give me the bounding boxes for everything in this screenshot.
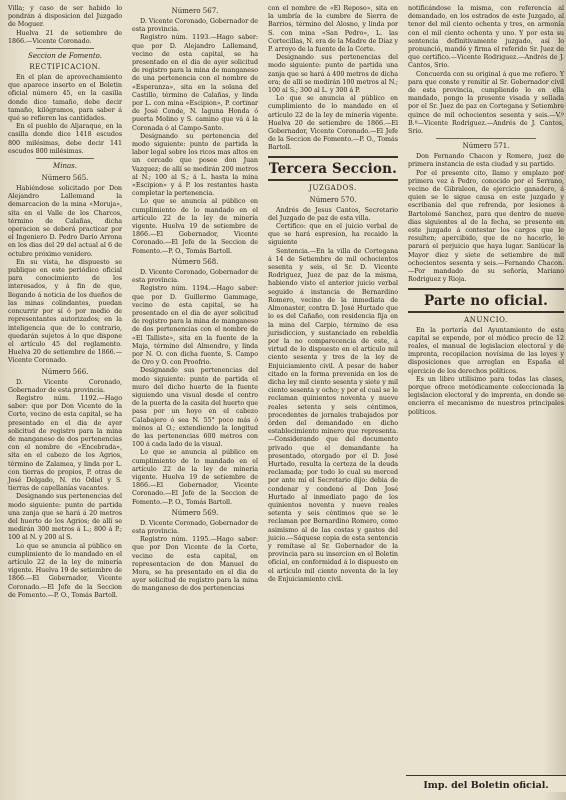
paragraph: En la portería del Ayuntamiento de esta capital se expende, por el módico precio de 12 reales, el manual de legislacion electoral y de imprenta, recopilacion novísima de las leyes y disposiciones que arreglan en España el ejercicio de los derechos políticos. — [408, 325, 564, 375]
paragraph: Registro núm. 1194.—Hago saber: que por D. Guillermo Gammage, vecino de esta capital, se ha presentado en el dia de ayer solicitud de registro para la mina de manganeso de dos pertenencias con el nombre de «El Talliste», sita en la fuente de la Maja, término del Almendro, y linda por N. O. con dicha fuente, S. Campo de Oro y O. con Proofrio. — [132, 284, 258, 367]
divider — [36, 158, 94, 159]
tercera-seccion-title: Tercera Seccion. — [268, 160, 398, 177]
paragraph: Habiéndose solicitado por Don Alejandro Lallemand la demarcacion de la mina «Moruja», sita en el Valle de los Charcos, término de Calañas, dicha operacion se deberá practicar por el Ingeniero D. Pedro Darío Arrona en los dias del 29 del actual al 6 de octubre próximo venidero. — [8, 184, 122, 258]
column-1 — [6, 4, 124, 796]
paragraph: En el plan de aprovechamiento que aparece inserto en el Boletin oficial número 45, en la casilla donde dice tamaño, debe decir tamaño, kilógramos, para saber á qué se refieren las cantidades. — [8, 73, 122, 123]
notice-number: Número 566. — [41, 367, 89, 376]
rectificacion-heading: RECTIFICACION. — [29, 63, 101, 72]
notice-signer: D. Vicente Coronado, Gobernador de esta provincia. — [8, 377, 122, 394]
paragraph: Designando sus pertenencias del modo siguiente: punto de partida el muro del dicho huerto de la fuente siguiendo una visual desde el centro de la puerta de la casita del huerto que pasa por un hoyo en el cabezo Calabajero ó sea N. 55° poco más ó ménos al O.; extendiendo la longitud de las pertenencias 600 metros con 100 á cada lado de la visual. — [132, 366, 258, 449]
paragraph: Lo que se anuncia al público en cumplimiento de lo mandado en el artículo 22 de la ley de minería vigente. Huelva 19 de setiembre de 1866.—El Gobernador, Vicente Coronado.—El Jefe de la Seccion de Fomento.—P. O., Tomás Bartoll. — [8, 541, 122, 599]
imprint-footer: Imp. del Boletin oficial. — [406, 775, 566, 792]
paragraph: Registro núm. 1193.—Hago saber: que por D. Alejandro Lallemand, vecino de esta capital, se ha presentado en el dia de ayer solicitud de registro para la mina de manganeso de una pertenencia con el nombre de «Esperanza», sita en la solana del Castillo, término de Calañas, y linda por L. con mina «Escipion», P. cortinar de José Conde, N. laguna Honda ó puerta Molino y S. camino que vá á la Coronada ó al Campo-Santo. — [132, 33, 258, 132]
paragraph: Huelva 21 de setiembre de 1866.—Vicente Coronado. — [8, 28, 122, 45]
notice-signer: D. Vicente Coronado, Gobernador de esta provincia. — [132, 17, 258, 34]
section-banner — [268, 156, 398, 181]
paragraph: Concuerda con su original á que me refiero. Y para que conste y remitir al Sr. Gobernador civil de esta provincia, cumpliendo lo en ella mandado, pongo la presente visada y sellada por el Sr. Juez de paz en Cortegana y Setiembre quince de mil ochocientos sesenta y seis.—V.º B.º—Vicente Rodriguez.—Andrés de J. Cantos, Srio. — [408, 69, 564, 136]
column-2 — [130, 4, 260, 796]
notice-signer: D. Vicente Coronado, Gobernador de esta provincia. — [132, 267, 258, 285]
paragraph: Lo que se anuncia al público en cumplimiento de lo mandado en el artículo 22 de la ley de minería vigente. Huelva 20 de setiembre de 1866.—El Gobernador, Vicente Coronado.—El Jefe de la Seccion de Fomento.—P. O., Tomás Bartoll. — [268, 94, 398, 152]
minas-heading: Minas. — [53, 162, 77, 171]
divider — [436, 138, 536, 139]
notice-number: Número 567. — [171, 7, 219, 15]
notice-number: Número 569. — [171, 508, 219, 517]
paragraph: En el pueblo de Aljaraque, en la casilla donde dice 1418 escudos 800 milésimas, debe decir 141 escudos 800 milésimas. — [8, 122, 122, 155]
notice-number: Número 570. — [309, 195, 357, 204]
paragraph: Designando sus pertenencias del modo siguiente: punto de partida una zanja que se hará á 20 metros del huerto de los Agrios; de allí se medirán 300 metros á L.; 800 á P.; 100 al N. y 200 al S. — [8, 492, 122, 542]
paragraph: Por el presente cito, llamo y emplazo por primera vez á Pedro, conocido por el Serrano, vecino de Gibraleon, de ejercicio ganadero, á quien se le sigue causa en este juzgado y escribanía del que refrenda, por lesiones á Bartolomé Sanchez, para que dentro de nueve dias siguientes al de la fecha, se presente en este juzgado á contestar los cargos que le resulten; apercibido, que de no hacerlo, le parará el perjuicio que haya lugar. Sanlúcar la Mayor diez y siete de setiembre de mil ochocientos sesenta y seis.—Fernando Chacon.—Por mandado de su señoría, Mariano Rodriguez y Rioja. — [408, 168, 564, 284]
paragraph: Designando sus pertenencias del modo siguiente: punto de partida una zanja que se hará á 400 metros de dicha era; de allí se medirán 100 metros al N.; 100 al S.; 300 al L. y 300 á P. — [268, 53, 398, 95]
notice-signer: Don Fernando Chacon y Romero, juez de primera instancia de esta ciudad y su partido. — [408, 152, 564, 169]
anuncio-heading: ANUNCIO. — [464, 315, 508, 324]
paragraph: En su vista, he dispuesto se publique en este periódico oficial para conocimiento de los interesados, y á fin de que, llegando á noticia de los dueños de las minas colindantes, puedan concurrir por sí ó por medio de representantes autorizados; en la inteligencia que de lo contrario, quedarán sujetos á lo que dispone el artículo 45 del reglamento. Huelva 20 de setiembre de 1866.—Vicente Coronado. — [8, 257, 122, 365]
parte-no-oficial-title: Parte no oficial. — [424, 292, 548, 309]
section-heading: Seccion de Fomento. — [28, 52, 102, 61]
divider — [36, 48, 94, 49]
notice-number: Número 571. — [462, 142, 510, 151]
notice-signer: Andrés de Jesus Cantos, Secretario del Juzgado de paz de esta villa. — [268, 205, 398, 222]
paragraph: Registro núm. 1195.—Hago saber: que por Don Vicente de la Corte, vecino de esta capital, en representacion de don Manuel de Mora, se ha presentado en el dia de ayer solicitud de registro para la mina de manganeso de dos pertenencias — [132, 535, 258, 593]
paragraph: Es un libro utilísimo para todas las clases, porque ofrece metódicamente coleccionada la legislacion electoral y de imprenta, en donde se encierra el mecanismo de nuestros principales políticos. — [408, 374, 564, 416]
column-3 — [266, 4, 400, 796]
paragraph: Designando su pertenencia del modo siguiente: punto de partida la labor legal sobre los ricos mas altos en un cercado que posee don Juan Vazquez; de allí se medirán 200 metros al N.; 100 al S.; á L. hasta la mina «Escipion» y á P. los restantes hasta completar la pertenencia. — [132, 131, 258, 198]
paragraph: notificándose la misma, con referencia al demandado, en los estrados de este Juzgado, al tenor del mil ciento ochenta y tres, en armonía con el mil ciento ochenta y uno. Y por esta su sentencia definitivamente juzgado, así lo pronunció, mandó y firma el referido Sr. Juez de que certifico.—Vicente Rodriguez.—Andrés de J. Cantos, Srio. — [408, 4, 564, 70]
paragraph: con el nombre de «El Reposo», sita en la umbría de la cumbre de Sierra de Barrios, término del Alosno, y linda por S. con mina «San Pedro», L. las Cortecillas, N. era de la Madre de Díaz y P. arroyo de la fuente de la Corte. — [268, 4, 398, 54]
notice-number: Número 565. — [41, 174, 89, 183]
paragraph: Sentencia.—En la villa de Cortegana á 14 de Setiembre de mil ochocientos sesenta y seis, el Sr. D. Vicente Rodriguez, Juez de paz de la misma, habiendo visto el anterior juicio verbal seguido á instancia de Bernardino Romero, vecino de la inmediata de Almonaster, contra D. José Hurtado que lo es del Cañaño, con residencia fija en la mina del Carpio, término de esa jurisdiccion, y sustanciado en rebeldía por la no comparecencia de este, á virtud de lo dispuesto en el artículo mil ciento sesenta y tres de la ley de Enjuiciamiento civil. Á pesar de haber citado en la forma prevenida en los de dicha ley mil ciento sesenta y siete y mil ciento sesenta y ocho; y por el cual se le reclaman quinientos noventa y nueve reales setenta y seis céntimos, procedentes de jornales trabajados por órden del demandado en dicho establecimiento minero que representa.—Considerando que del documento privado que el demandante ha presentado, otorgado por el D. José Hurtado, resulta la certeza de la deuda reclamada; por todo lo cual su merced por ante mí el Secretario dijo: debia de condenar y condenó al Don José Hurtado al inmediato pago de los quinientos noventa y nueve reales setenta y seis céntimos que se le reclaman por Bernardino Romero, como asimismo al de las costas y gastos del juicio.—Sáquese copia de esta sentencia y remítase al Sr. Gobernador de la provincia para su insercion en el Boletin oficial, en conformidad á lo dispuesto en el artículo mil ciento noventa de la ley de Enjuiciamiento civil. — [268, 246, 398, 583]
paragraph: Villa; y caso de ser habido lo pondrán á disposicion del Juzgado de Moguer. — [8, 4, 122, 29]
paragraph: Lo que se anuncia al público en cumplimiento de lo mandado en el artículo 22 de la ley de minería vigente. Huelva 19 de setiembre de 1866.—El Gobernador, Vicente Coronado.—El Jefe de la Seccion de Fomento.—P. O., Tomás Bartoll. — [132, 448, 258, 506]
notice-signer: D. Vicente Coronado, Gobernador de esta provincia. — [132, 518, 258, 535]
paragraph: Registro núm. 1192.—Hago saber: que por Don Vicente de la Corte, vecino de esta capital, se ha presentado en el dia de ayer solicitud de registro para la mina de manganeso de dos pertenencias con el nombre de «Encebrada», sita en el cabezo de los Agrios, término de Zalamea, y linda por L. con tierras de propios, P. otras de José Delgado, N. rio Odiel y S. tierras de capellanías vacantes. — [8, 393, 122, 493]
column-4 — [406, 4, 566, 796]
notice-number: Número 568. — [171, 257, 219, 266]
juzgados-heading: JUZGADOS. — [309, 183, 357, 192]
paragraph: Lo que se anuncia al público en cumplimiento de lo mandado en el artículo 22 de la ley de minería vigente. Huelva 19 de setiembre de 1866.—El Gobernador, Vicente Coronado.—El Jefe de la Seccion de Fomento.—P. O., Tomás Bartoll. — [132, 197, 258, 255]
section-banner — [408, 288, 564, 313]
paragraph: Certifico: que en el juicio verbal de que se hará espresion, ha recaido la siguiente — [268, 222, 398, 247]
